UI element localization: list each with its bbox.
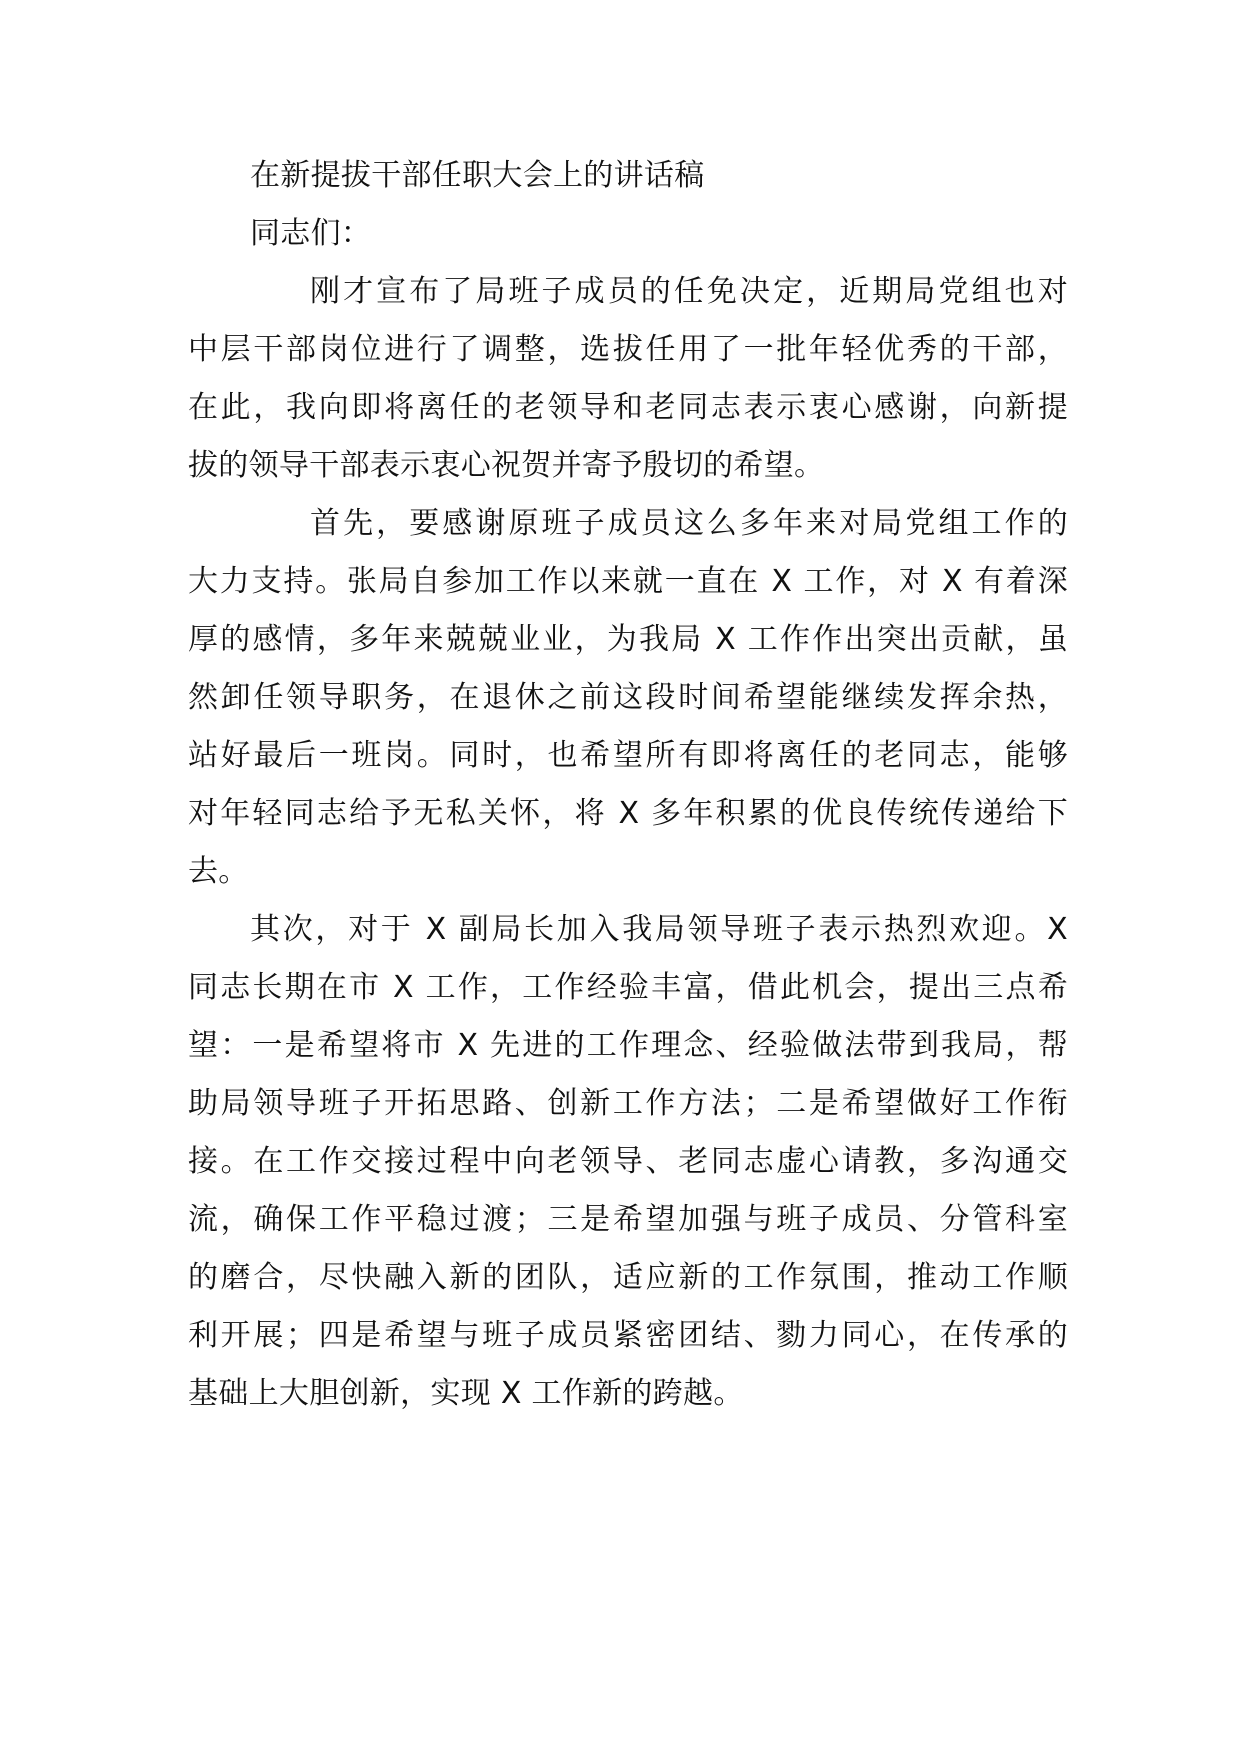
paragraph-line: 的磨合，尽快融入新的团队，适应新的工作氛围，推动工作顺	[188, 1260, 1068, 1295]
paragraph-line: 首先，要感谢原班子成员这么多年来对局党组工作的	[310, 506, 1068, 541]
paragraph-line: 助局领导班子开拓思路、创新工作方法；二是希望做好工作衔	[188, 1086, 1068, 1121]
paragraph-line: 对年轻同志给予无私关怀，将 X 多年积累的优良传统传递给下	[188, 796, 1068, 831]
paragraph-line: 站好最后一班岗。同时，也希望所有即将离任的老同志，能够	[188, 738, 1068, 773]
paragraph-line: 利开展；四是希望与班子成员紧密团结、勠力同心，在传承的	[188, 1318, 1068, 1353]
paragraph-line: 中层干部岗位进行了调整，选拔任用了一批年轻优秀的干部，	[188, 332, 1068, 367]
paragraph-line: 厚的感情，多年来兢兢业业，为我局 X 工作作出突出贡献，虽	[188, 622, 1068, 657]
paragraph-line: 望：一是希望将市 X 先进的工作理念、经验做法带到我局，帮	[188, 1028, 1068, 1063]
paragraph-line: 同志长期在市 X 工作，工作经验丰富，借此机会，提出三点希	[188, 970, 1068, 1005]
paragraph-line: 然卸任领导职务，在退休之前这段时间希望能继续发挥余热，	[188, 680, 1068, 715]
paragraph-line: 接。在工作交接过程中向老领导、老同志虚心请教，多沟通交	[188, 1144, 1068, 1179]
paragraph-line: 在此，我向即将离任的老领导和老同志表示衷心感谢，向新提	[188, 390, 1068, 425]
paragraph-line: 大力支持。张局自参加工作以来就一直在 X 工作，对 X 有着深	[188, 564, 1068, 599]
document-title: 在新提拔干部任职大会上的讲话稿	[250, 158, 705, 193]
paragraph-line: 刚才宣布了局班子成员的任免决定，近期局党组也对	[310, 274, 1068, 309]
paragraph-line: 流，确保工作平稳过渡；三是希望加强与班子成员、分管科室	[188, 1202, 1068, 1237]
paragraph-line: 基础上大胆创新，实现 X 工作新的跨越。	[188, 1376, 744, 1411]
paragraph-line: 去。	[188, 854, 249, 889]
paragraph-line: 其次，对于 X 副局长加入我局领导班子表示热烈欢迎。X	[250, 912, 1068, 947]
paragraph-line: 拔的领导干部表示衷心祝贺并寄予殷切的希望。	[188, 448, 825, 483]
salutation: 同志们：	[250, 216, 372, 251]
